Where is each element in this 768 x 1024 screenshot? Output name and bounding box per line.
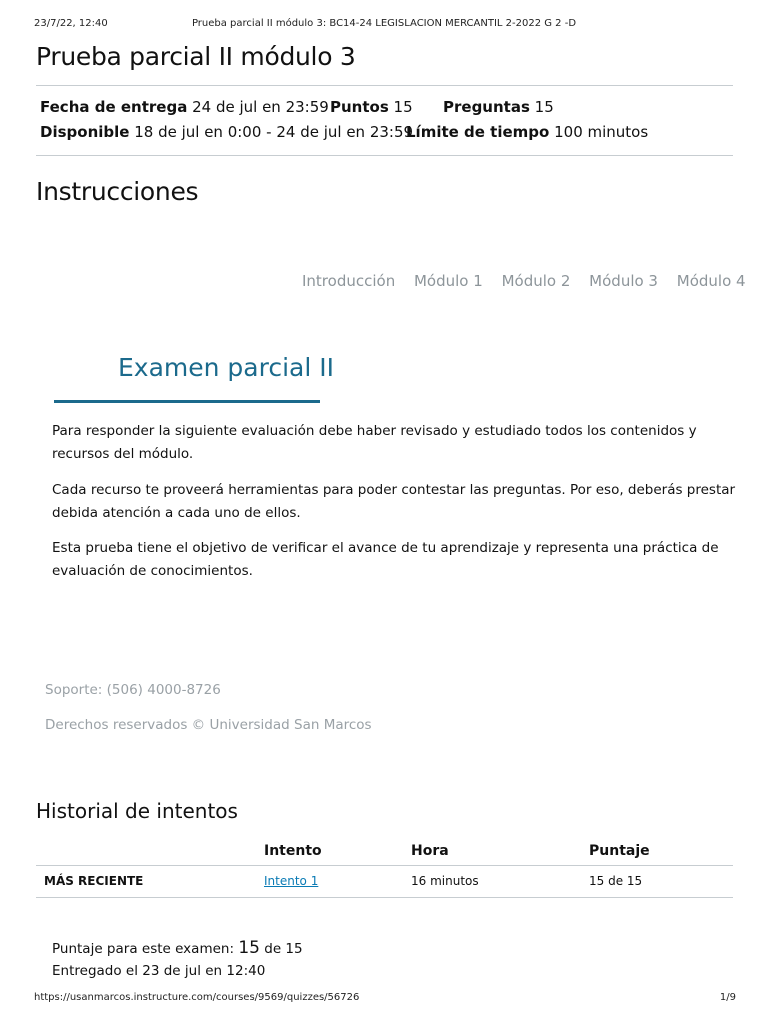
time-limit xyxy=(406,123,648,141)
points-value: 15 xyxy=(393,98,413,116)
divider-top xyxy=(36,85,733,86)
history-heading: Historial de intentos xyxy=(36,799,238,823)
score-prefix: Puntaje para este examen: xyxy=(52,941,235,957)
time-limit-label: Límite de tiempo xyxy=(406,123,550,141)
attempt-score: 15 de 15 xyxy=(589,874,643,888)
instructions-heading: Instrucciones xyxy=(36,177,199,206)
nav-modulo-4[interactable]: Módulo 4 xyxy=(676,272,746,290)
due-date xyxy=(40,98,329,116)
module-nav xyxy=(302,272,760,290)
time-limit-value: 100 minutos xyxy=(554,123,649,141)
available-value: 18 de jul en 0:00 - 24 de jul en 23:59 xyxy=(134,123,414,141)
score-suffix: de 15 xyxy=(264,941,303,957)
table-header-divider xyxy=(36,865,733,866)
questions xyxy=(443,98,554,116)
nav-modulo-1[interactable]: Módulo 1 xyxy=(413,272,483,290)
due-value: 24 de jul en 23:59 xyxy=(192,98,329,116)
exam-title: Examen parcial II xyxy=(118,353,335,382)
attempt-link[interactable]: Intento 1 xyxy=(264,874,319,888)
submitted-date: Entregado el 23 de jul en 12:40 xyxy=(52,963,266,979)
print-page-number: 1/9 xyxy=(719,992,736,1003)
attempt-time: 16 minutos xyxy=(411,874,479,888)
instruction-paragraph-2: Cada recurso te proveerá herramientas para poder contestar las preguntas. Por eso, deberás prestar debida atención a cada uno de ellos. xyxy=(52,482,736,521)
table-row-divider xyxy=(36,897,733,898)
points-label: Puntos xyxy=(330,98,389,116)
row-label: MÁS RECIENTE xyxy=(44,874,144,888)
points xyxy=(330,98,413,116)
col-hora: Hora xyxy=(411,843,449,859)
print-page-title: Prueba parcial II módulo 3: BC14-24 LEGISLACION MERCANTIL 2-2022 G 2 -D xyxy=(191,18,577,29)
score-summary xyxy=(52,938,303,958)
nav-modulo-3[interactable]: Módulo 3 xyxy=(589,272,658,290)
score-value: 15 xyxy=(238,938,260,958)
instruction-paragraph-1: Para responder la siguiente evaluación debe haber revisado y estudiado todos los contenidos y recursos del módulo. xyxy=(52,423,697,462)
col-intento: Intento xyxy=(264,843,322,859)
due-label: Fecha de entrega xyxy=(40,98,188,116)
available-label: Disponible xyxy=(40,123,130,141)
rights-notice: Derechos reservados © Universidad San Marcos xyxy=(45,717,372,733)
nav-introduccion[interactable]: Introducción xyxy=(302,272,396,290)
questions-value: 15 xyxy=(534,98,554,116)
available xyxy=(40,123,413,141)
divider-meta xyxy=(36,155,733,156)
instruction-paragraph-3: Esta prueba tiene el objetivo de verificar el avance de tu aprendizaje y representa una práctica de evaluación de conocimientos. xyxy=(52,540,719,579)
quiz-title: Prueba parcial II módulo 3 xyxy=(36,42,356,71)
questions-label: Preguntas xyxy=(443,98,530,116)
print-datetime: 23/7/22, 12:40 xyxy=(34,18,108,29)
print-url: https://usanmarcos.instructure.com/courses/9569/quizzes/56726 xyxy=(34,992,360,1003)
nav-modulo-2[interactable]: Módulo 2 xyxy=(501,272,571,290)
col-puntaje: Puntaje xyxy=(589,843,650,859)
exam-title-underline xyxy=(54,400,320,403)
support-phone: Soporte: (506) 4000-8726 xyxy=(45,682,221,698)
